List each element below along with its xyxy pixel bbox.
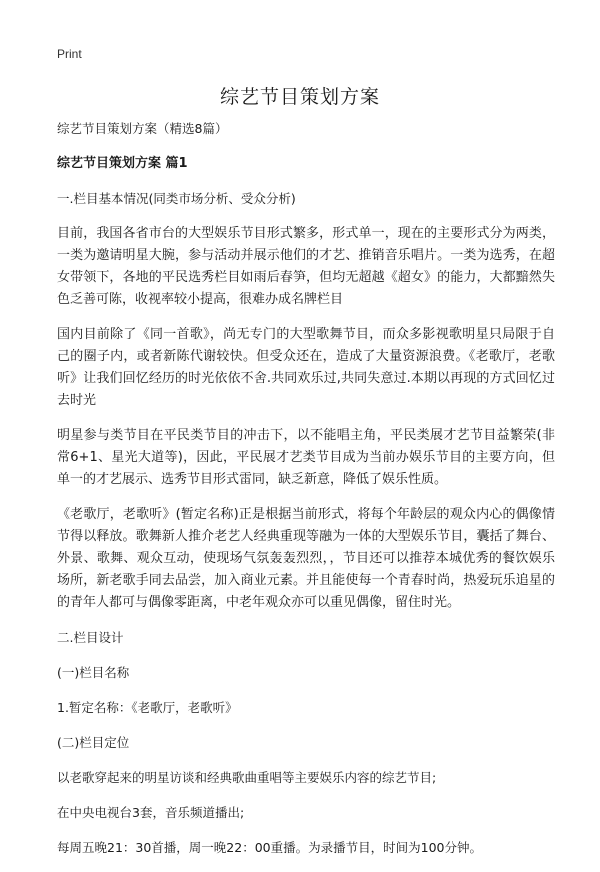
page-title: 综艺节目策划方案: [219, 86, 380, 108]
document-subtitle: 综艺节目策划方案（精选8篇）: [57, 121, 228, 136]
channel-line: 在中央电视台3套，音乐频道播出;: [57, 805, 245, 820]
subsection-heading-positioning: (二)栏目定位: [57, 735, 130, 750]
document-body: [57, 118, 555, 872]
section-heading-basic-info: 一.栏目基本情况(同类市场分析、受众分析): [57, 191, 296, 206]
paragraph-audience: 国内目前除了《同一首歌》，尚无专门的大型歌舞节目，而众多影视歌明星只局限于自己的圈子内，或者新陈代谢较快。但受众还在，造成了大量资源浪费。《老歌厅，老歌听》让我们回忆经历的时光依依不舍.共同欢乐过,共同失意过.本期以再现的方式回忆过去时光: [57, 327, 555, 408]
subsection-heading-name: (一)栏目名称: [57, 665, 130, 680]
article-heading: 综艺节目策划方案 篇1: [57, 156, 188, 171]
program-name-line: 1.暂定名称：《老歌厅，老歌听》: [57, 700, 238, 715]
paragraph-competition: 明星参与类节目在平民类节目的冲击下，以不能唱主角，平民类展才艺节目益繁荣(非常6+1、星光大道等)，因此，平民展才艺类节目成为当前办娱乐节目的主要方向，但单一的才艺展示、选秀节目形式雷同，缺乏新意，降低了娱乐性质。: [57, 428, 555, 487]
paragraph-market-overview: 目前，我国各省市台的大型娱乐节目形式繁多，形式单一，现在的主要形式分为两类，一类为邀请明星大腕，参与活动并展示他们的才艺、推销音乐唱片。一类为选秀，在超女带领下，各地的平民选秀栏目如雨后春笋，但均无超越《超女》的能力，大都黯然失色乏善可陈，收视率较小提高，很难办成名牌栏目: [57, 226, 555, 307]
schedule-line: 每周五晚21：30首播，周一晚22：00重播。为录播节目，时间为100分钟。: [57, 840, 482, 855]
section-heading-design: 二.栏目设计: [57, 630, 124, 645]
print-link[interactable]: Print: [57, 47, 82, 61]
paragraph-program-concept: 《老歌厅，老歌听》(暂定名称)正是根据当前形式，将每个年龄层的观众内心的偶像情节得以释放。歌舞新人推介老艺人经典重现等融为一体的大型娱乐节目，囊括了舞台、外景、歌舞、观众互动，使现场气氛轰轰烈烈，，节目还可以推荐本城优秀的餐饮娱乐场所，新老歌手同去品尝，加入商业元素。并且能使每一个青春时尚，热爱玩乐追星的的青年人都可与偶像零距离，中老年观众亦可以重见偶像，留住时光。: [57, 507, 555, 610]
positioning-line: 以老歌穿起来的明星访谈和经典歌曲重唱等主要娱乐内容的综艺节目;: [57, 770, 437, 785]
